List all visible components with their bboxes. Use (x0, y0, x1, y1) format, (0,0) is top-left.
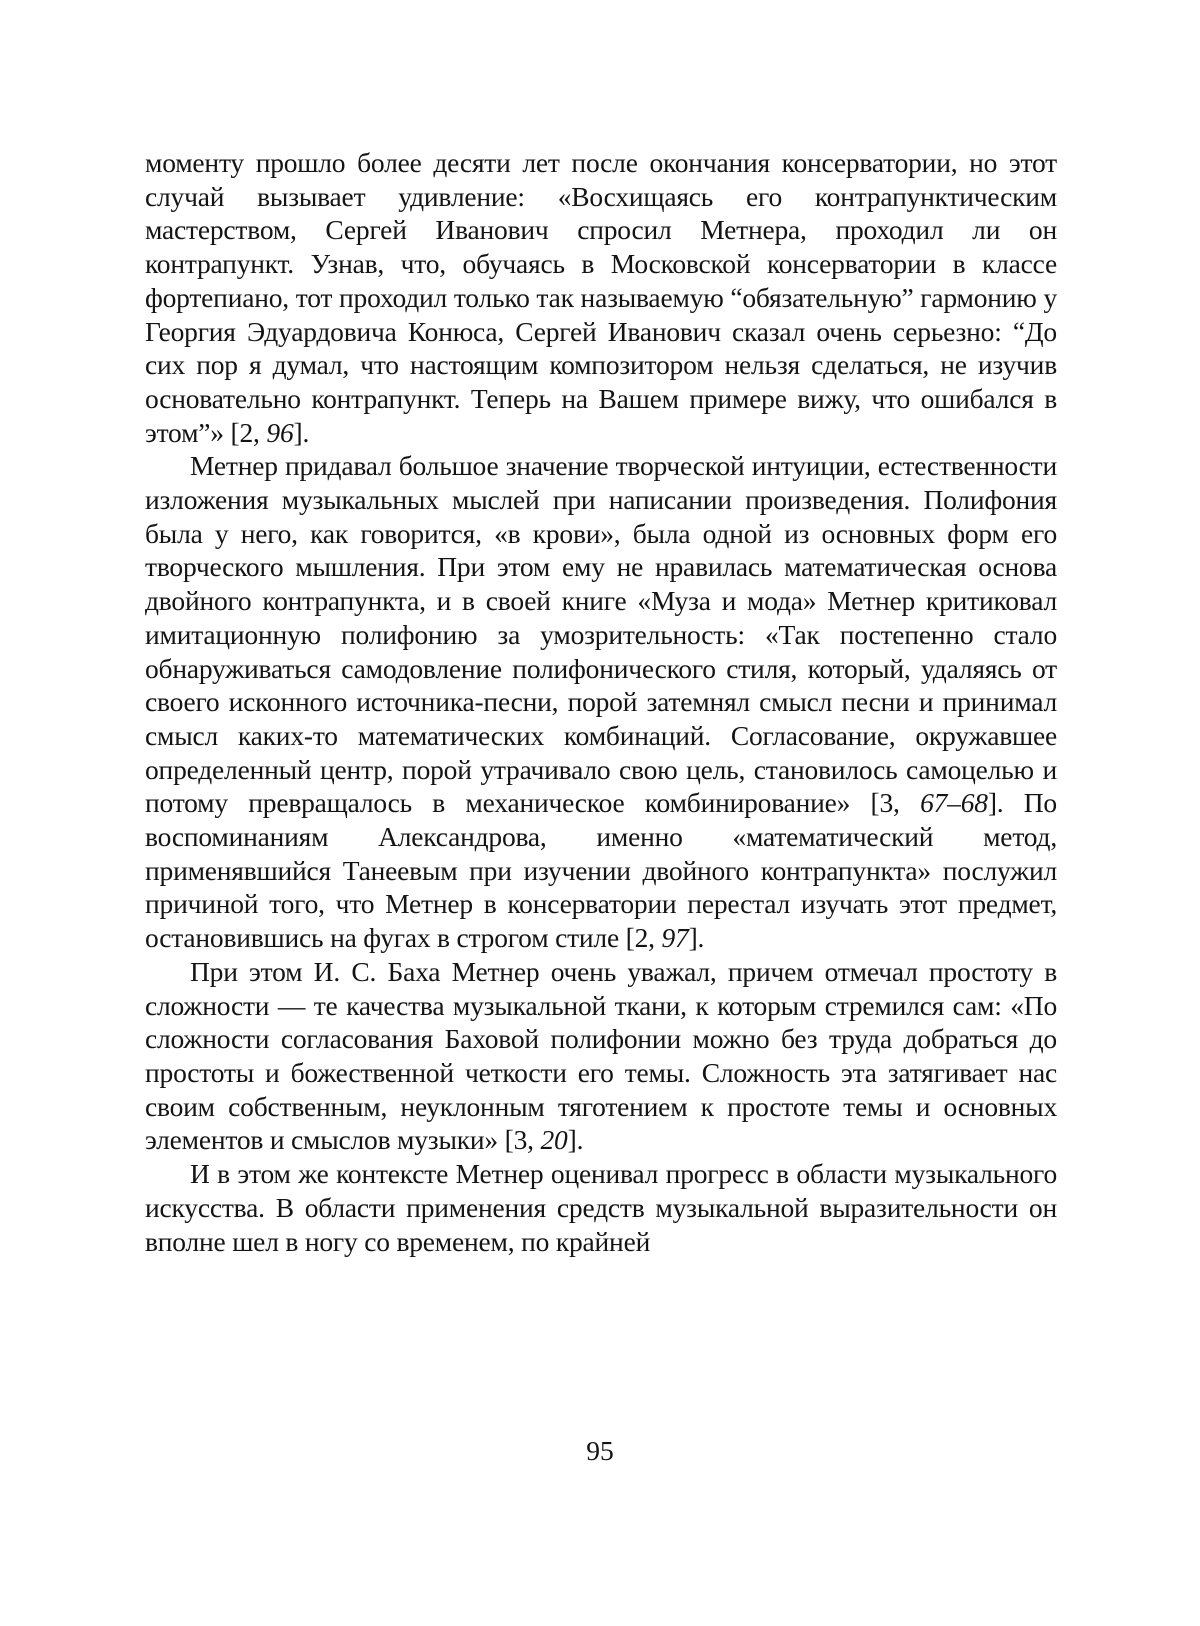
text-block (145, 146, 1057, 1258)
text-segment: При этом И. С. Баха Метнер очень уважал, причем отмечал простоту в сложности — те качества музыкальной ткани, к которым стремился сам: «По сложности согласования Баховой полифонии можно без труда добраться до простоты и божественной четкости его темы. Сложность эта затягивает нас своим собственным, неуклонным тяготением к простоте темы и основных элементов и смыслов музыки» [3, (145, 955, 1057, 1156)
paragraph (145, 1157, 1057, 1258)
text-segment: ]. (567, 1124, 584, 1156)
text-segment: Метнер придавал большое значение творческой интуиции, естественности изложения музыкальных мыслей при написании произведения. Полифония была у него, как говорится, «в крови», была одной из основных форм его творческого мышления. При этом ему не нравилась математическая основа двойного контрапункта, и в своей книге «Муза и мода» Метнер критиковал имитационную полифонию за умозрительность: «Так постепенно стало обнаруживаться самодовление полифонического стиля, который, удаляясь от своего исконного источника-песни, порой затемнял смысл песни и принимал смысл каких-то математических комбинаций. Согласование, окружавшее определенный центр, порой утрачивало свою цель, становилось самоцелью и потому превращалось в механическое комбинирование» [3, (145, 450, 1057, 819)
paragraph (145, 449, 1057, 955)
citation-page-ref: 67–68 (920, 787, 988, 819)
text-segment: ]. (688, 922, 705, 954)
citation-page-ref: 97 (661, 922, 689, 954)
text-segment: моменту прошло более десяти лет после окончания консерватории, но этот случай вызывает удивление: «Восхищаясь его контрапунктическим мастерством, Сергей Иванович спросил Метнера, проходил ли он контрапункт. Узнав, что, обучаясь в Московской консерватории в классе фортепиано, тот проходил только так называемую “обязательную” гармонию у Георгия Эдуардовича Конюса, Сергей Иванович сказал очень серьезно: “До сих пор я думал, что настоящим композитором нельзя сделаться, не изучив основательно контрапункт. Теперь на Вашем примере вижу, что ошибался в этом”» [2, (145, 147, 1057, 448)
text-segment: ]. (293, 416, 310, 448)
citation-page-ref: 96 (266, 416, 294, 448)
citation-page-ref: 20 (540, 1124, 568, 1156)
text-segment: И в этом же контексте Метнер оценивал прогресс в области музыкального искусства. В области применения средств музыкальной выразительности он вполне шел в ногу со временем, по крайней (145, 1158, 1057, 1257)
text-segment: ]. По воспоминаниям Александрова, именно «математический метод, применявшийся Танеевым при изучении двойного контрапункта» послужил причиной того, что Метнер в консерватории перестал изучать этот предмет, остановившись на фугах в строгом стиле [2, (145, 787, 1057, 954)
paragraph (145, 955, 1057, 1157)
page-number: 95 (586, 1435, 614, 1466)
paragraph (145, 146, 1057, 449)
